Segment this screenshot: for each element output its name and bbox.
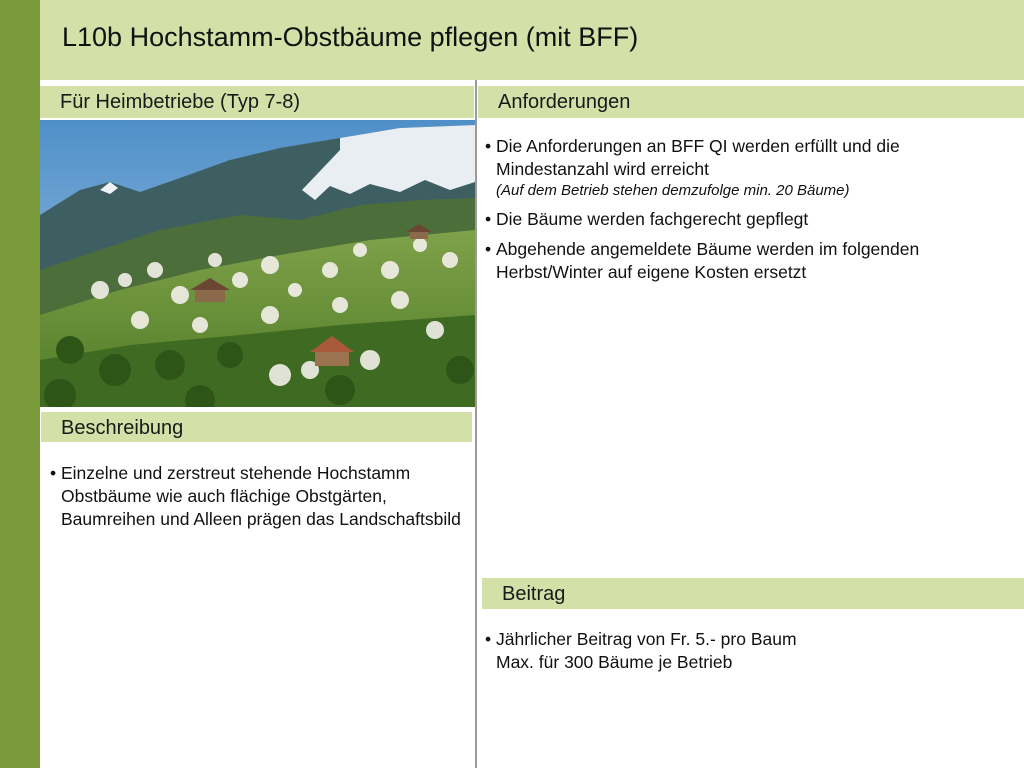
list-item: • Die Bäume werden fachgerecht gepflegt: [485, 208, 1010, 231]
requirements-heading: Anforderungen: [498, 91, 631, 113]
contribution-list: [485, 628, 1010, 681]
contribution-heading: Beitrag: [502, 583, 566, 605]
requirements-list: [485, 135, 1010, 291]
list-item: • Einzelne und zerstreut stehende Hochstamm Obstbäume wie auch flächige Obstgärten, Baumreihen und Alleen prägen das Landschaftsbild: [50, 462, 470, 531]
contribution-line-2: Max. für 300 Bäume je Betrieb: [496, 652, 733, 672]
description-heading: Beschreibung: [61, 417, 184, 439]
description-list: [50, 462, 470, 538]
column-divider: [475, 80, 477, 768]
requirements-header: [478, 86, 1024, 118]
list-item: • Abgehende angemeldete Bäume werden im folgenden Herbst/Winter auf eigene Kosten ersetzt: [485, 238, 1010, 284]
slide-title: L10b Hochstamm-Obstbäume pflegen (mit BFF): [62, 22, 639, 52]
heimbetriebe-heading: Für Heimbetriebe (Typ 7-8): [60, 91, 301, 113]
contribution-header: [482, 578, 1024, 609]
left-accent-bar: [0, 0, 40, 768]
orchard-landscape-photo: [40, 120, 475, 407]
requirement-note: (Auf dem Betrieb stehen demzufolge min. 20 Bäume): [496, 182, 850, 199]
title-bar: [40, 0, 1024, 80]
description-header: [41, 412, 472, 442]
list-item: [485, 628, 1010, 674]
heimbetriebe-header: [40, 86, 474, 118]
list-item: [485, 135, 1010, 201]
contribution-line-1: Jährlicher Beitrag von Fr. 5.- pro Baum: [496, 629, 797, 649]
requirement-text: Die Anforderungen an BFF QI werden erfüllt und die Mindestanzahl wird erreicht: [496, 136, 900, 179]
